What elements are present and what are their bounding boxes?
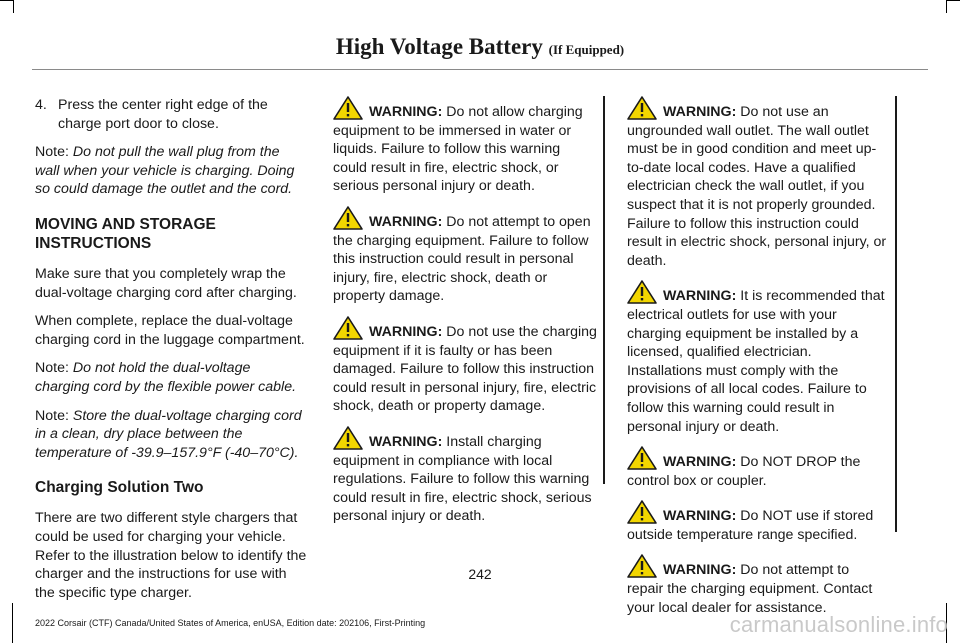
warning-block [627,500,889,544]
warning-label: WARNING: [369,433,443,450]
note-text: Store the dual-voltage charging cord in a clean, dry place between the temperature of -39.9–157.9°F (-40–70°C). [35,407,302,461]
warning-text: Install charging equipment in compliance with local regulations. Failure to follow this warning could result in fire, electric shock, serious personal injury or death. [333,433,592,525]
watermark: carmanualsonline.info [729,612,948,637]
warning-block [627,554,889,617]
warning-text: Do not attempt to repair the charging equipment. Contact your local dealer for assistance. [627,562,873,616]
page-title-subtitle: (If Equipped) [548,42,625,57]
note-text: Do not pull the wall plug from the wall when your vehicle is charging. Doing so could damage the outlet and the cord. [35,144,295,198]
warning-triangle-icon [333,206,363,230]
page-title [0,34,960,60]
warning-triangle-icon [333,96,363,120]
warning-label: WARNING: [369,104,443,120]
warning-label: WARNING: [663,104,737,120]
section-heading: Charging Solution Two [35,479,204,497]
warning-block [333,316,597,416]
warnings-column-2 [333,96,605,525]
warning-block [627,446,889,490]
warning-triangle-icon [627,446,657,470]
note [35,359,307,396]
warning-triangle-icon [627,500,657,524]
note [35,143,307,199]
warning-text: Do NOT use if stored outside temperature range specified. [627,508,874,543]
warning-label: WARNING: [663,562,737,579]
warning-label: WARNING: [663,288,737,305]
crop-mark [947,0,960,1]
warning-label: WARNING: [663,508,737,525]
step-text: Press the center right edge of the charge port door to close. [58,97,268,132]
crop-mark [12,603,13,643]
column-1 [35,96,307,612]
page-number: 242 [468,566,492,582]
note-text: Do not hold the dual-voltage charging cord by the flexible power cable. [35,360,297,395]
crop-mark [13,0,14,13]
note-label: Note: [35,407,69,424]
warning-block [627,280,889,436]
warnings-column-3 [627,96,897,616]
crop-mark [0,0,13,1]
warning-text: It is recommended that electrical outlets for use with your charging equipment be installed by a licensed, qualified electrician. Installations must comply with the provisions of all local codes. Failure to follow this warning could result in personal injury or death. [627,288,885,435]
warning-text: Do not use an ungrounded wall outlet. The wall outlet must be in good condition and meet up-to-date local codes. Have a qualified electrician check the wall outlet, if you suspect that it is not properly grounded. Failure to follow this instruction could result in electric shock, personal injury, or death. [627,104,887,269]
crop-mark [946,0,947,13]
warning-block [333,96,597,196]
warning-triangle-icon [333,316,363,340]
step-number: 4. [35,97,47,113]
warning-label: WARNING: [663,454,737,471]
footer-edition: 2022 Corsair (CTF) Canada/United States of America, enUSA, Edition date: 202106, First-Printing [35,618,426,628]
warning-label: WARNING: [369,323,443,340]
warning-block [627,96,889,270]
warning-triangle-icon [627,96,657,120]
warning-text: Do not attempt to open the charging equipment. Failure to follow this instruction could result in personal injury, fire, electric shock, death or property damage. [333,213,591,305]
note [35,407,307,463]
paragraph: When complete, replace the dual-voltage charging cord in the luggage compartment. [35,313,305,348]
note-label: Note: [35,144,69,161]
paragraph: Make sure that you completely wrap the dual-voltage charging cord after charging. [35,265,297,301]
warning-label: WARNING: [369,213,443,230]
page-title-text: High Voltage Battery [335,34,543,59]
step-item [35,96,307,133]
section-heading: MOVING AND STORAGE INSTRUCTIONS [35,215,216,252]
warning-triangle-icon [333,426,363,450]
warning-block [333,426,597,526]
warning-text: Do NOT DROP the control box or coupler. [627,454,861,489]
warning-text: Do not allow charging equipment to be immersed in water or liquids. Failure to follow this warning could result in fire, electric shock, or serious personal injury or death. [333,104,583,195]
warning-text: Do not use the charging equipment if it is faulty or has been damaged. Failure to follow this instruction could result in personal injury, fire, electric shock, death or property damage. [333,323,597,415]
paragraph: There are two different style chargers that could be used for charging your vehicle. Refer to the illustration below to identify the charger and the instructions for use with the specific type charger. [35,510,307,601]
warning-block [333,206,597,306]
header-divider [32,69,928,70]
note-label: Note: [35,360,69,377]
warning-triangle-icon [627,280,657,304]
